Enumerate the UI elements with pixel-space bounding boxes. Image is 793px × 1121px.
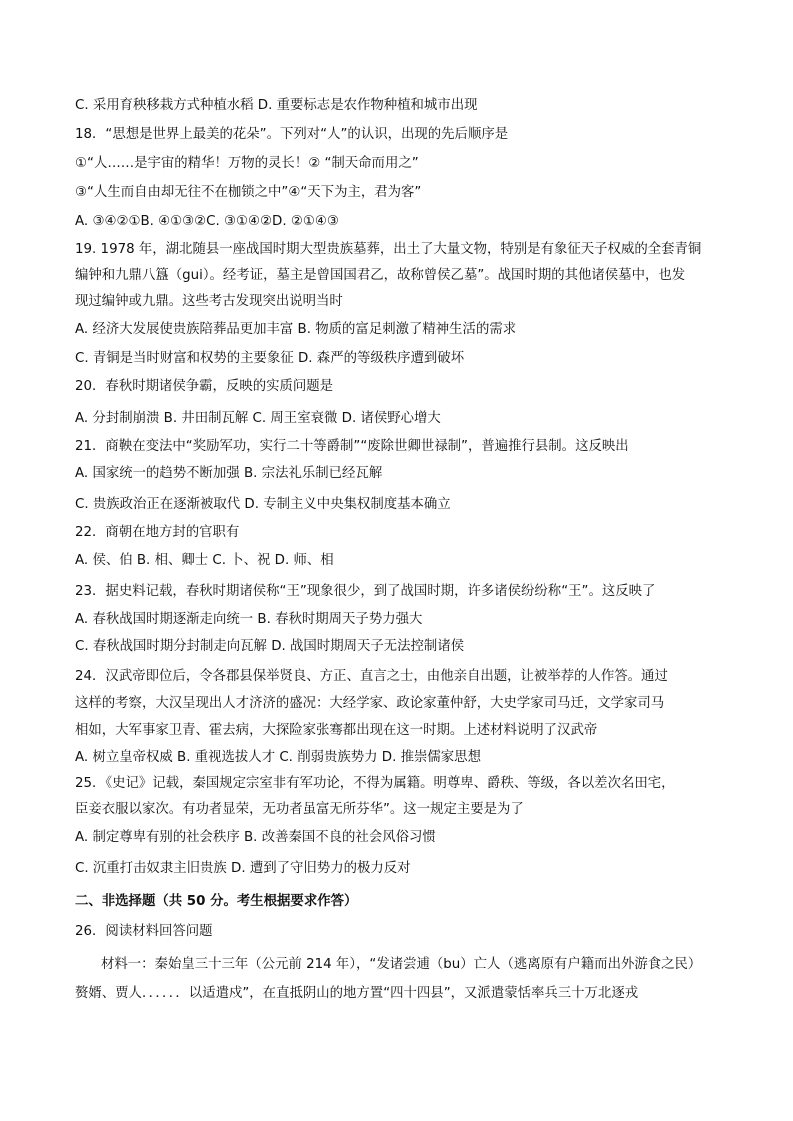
q19-stem-line-1: 19. 1978 年，湖北随县一座战国时期大型贵族墓葬，出土了大量文物，特别是有象征天子权威的全套青铜: [75, 242, 702, 257]
q22-options: A. 侯、伯 B. 相、卿士 C. 卜、祝 D. 师、相: [75, 553, 334, 568]
q23-options-cd: C. 春秋战国时期分封制走向瓦解 D. 战国时期周天子无法控制诸侯: [75, 639, 465, 654]
section-heading-non-choice: 二、非选择题（共 50 分。考生根据要求作答）: [75, 894, 358, 909]
q25-stem-line-1: 25．《史记》记载，秦国规定宗室非有军功论，不得为属籍。明尊卑、爵秩、等级，各以差次名田宅，: [75, 776, 675, 791]
q19-options-cd: C. 青铜是当时财富和权势的主要象征 D. 森严的等级秩序遭到破坏: [75, 351, 465, 366]
q23-stem: 23．据史料记载，春秋时期诸侯称“王”现象很少，到了战国时期，许多诸侯纷纷称“王”。这反映了: [75, 584, 656, 599]
q19-stem-line-2: 编钟和九鼎八簋（gui）。经考证，墓主是曾国国君乙，故称曾侯乙墓”。战国时期的其他诸侯墓中，也发: [75, 268, 686, 283]
q21-options-ab: A. 国家统一的趋势不断加强 B. 宗法礼乐制已经瓦解: [75, 466, 383, 481]
q26-material-line-1: 材料一：秦始皇三十三年（公元前 214 年），“发诸尝逋（bu）亡人（逃离原有户籍而出外游食之民）: [101, 957, 702, 972]
q20-stem: 20．春秋时期诸侯争霸，反映的实质问题是: [75, 379, 334, 394]
q19-stem-line-3: 现过编钟或九鼎。这些考古发现突出说明当时: [75, 294, 343, 309]
q24-stem-line-1: 24．汉武帝即位后，令各郡县保举贤良、方正、直言之士，由他亲自出题，让被举荐的人作答。通过: [75, 669, 668, 684]
q25-stem-line-2: 臣妾衣服以家次。有功者显荣，无功者虽富无所芬华”。这一规定主要是为了: [75, 802, 524, 817]
q22-stem: 22．商朝在地方封的官职有: [75, 525, 240, 540]
q24-stem-line-2: 这样的考察，大汉呈现出人才济济的盛况：大经学家、政论家董仲舒，大史学家司马迁，文学家司马: [75, 696, 665, 711]
q24-stem-line-3: 相如，大军事家卫青、霍去病，大探险家张骞都出现在这一时期。上述材料说明了汉武帝: [75, 723, 598, 738]
q17-options-cd: C. 采用育秧移栽方式种植水稻 D. 重要标志是农作物种植和城市出现: [75, 98, 478, 113]
q18-item-3-4: ③“人生而自由却无往不在枷锁之中”④“天下为主，君为客”: [75, 185, 422, 200]
q24-options: A. 树立皇帝权威 B. 重视选拔人才 C. 削弱贵族势力 D. 推崇儒家思想: [75, 750, 481, 765]
q23-options-ab: A. 春秋战国时期逐渐走向统一 B. 春秋时期周天子势力强大: [75, 612, 423, 627]
q19-options-ab: A. 经济大发展使贵族陪葬品更加丰富 B. 物质的富足刺激了精神生活的需求: [75, 322, 517, 337]
q26-material-line-2: 赘婿、贾人．．．．．．以适遣戍”，在直抵阴山的地方置“四十四县”，又派遣蒙恬率兵三十万北逐戎: [75, 986, 639, 1001]
q20-options: A. 分封制崩溃 B. 井田制瓦解 C. 周王室衰微 D. 诸侯野心增大: [75, 411, 441, 426]
q25-options-ab: A. 制定尊卑有别的社会秩序 B. 改善秦国不良的社会风俗习惯: [75, 830, 436, 845]
q18-item-1-2: ①“人……是宇宙的精华！万物的灵长！② “制天命而用之”: [75, 156, 419, 171]
q21-options-cd: C. 贵族政治正在逐渐被取代 D. 专制主义中央集权制度基本确立: [75, 497, 451, 512]
q18-stem: 18．“思想是世界上最美的花朵”。下列对“人”的认识，出现的先后顺序是: [75, 127, 509, 142]
q25-options-cd: C. 沉重打击奴隶主旧贵族 D. 遭到了守旧势力的极力反对: [75, 861, 411, 876]
q26-stem: 26．阅读材料回答问题: [75, 924, 213, 939]
q18-options: A. ③④②①B. ④①③②C. ③①④②D. ②①④③: [75, 214, 339, 229]
q21-stem: 21．商鞅在变法中“奖励军功，实行二十等爵制”“废除世卿世禄制”，普遍推行县制。这反映出: [75, 439, 629, 454]
